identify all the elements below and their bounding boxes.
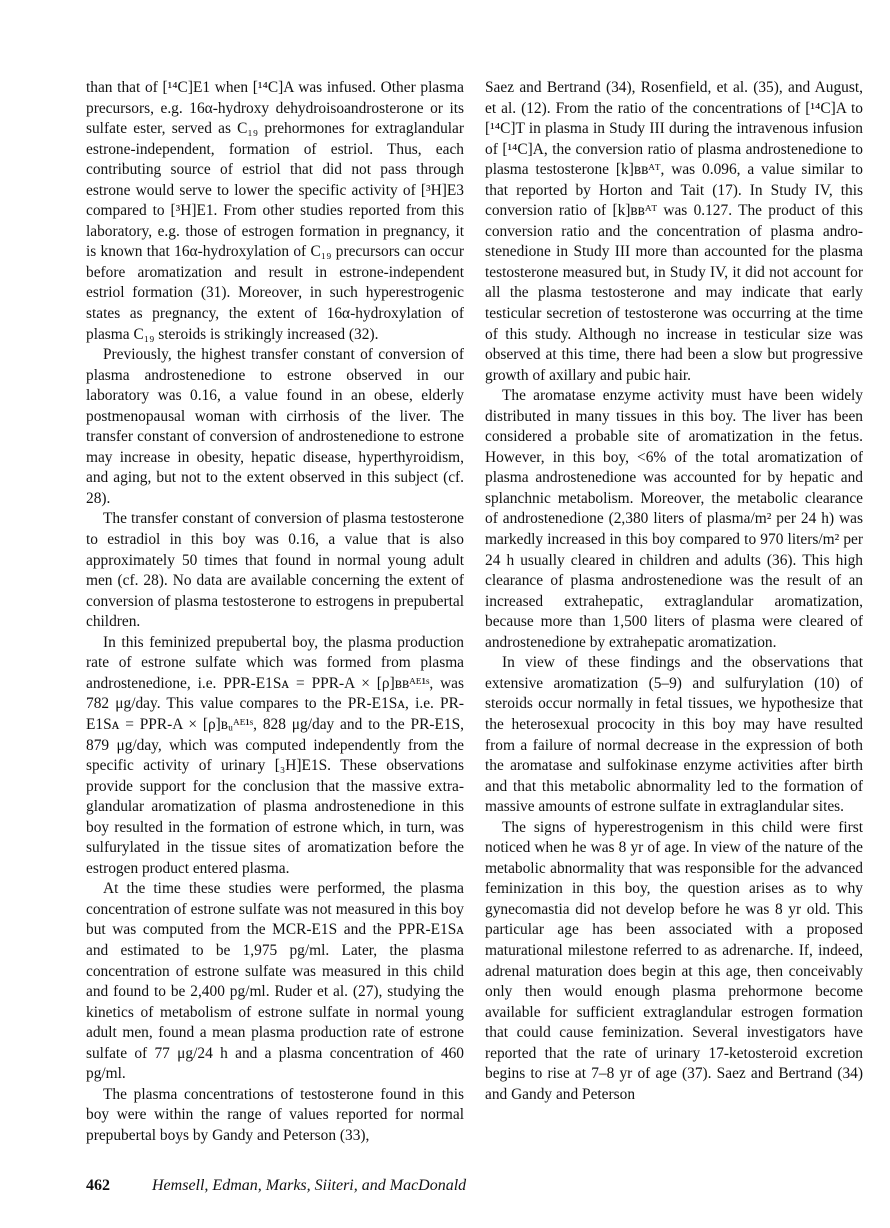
paragraph: In view of these findings and the observations that extensive aromatization (5–9) and sulfurylation (10) of steroids occur normally in fetal tissues, we hypothesize that the heterosexual prococity in this boy may have resulted from a failure of normal decrease in the expression of both the aromatase and sulfokinase enzyme activities after birth and that this metabolic abnormality led to the formation of massive amounts of estrone sulfate in extraglandular sites.: [485, 654, 863, 816]
page-footer: [86, 1177, 466, 1195]
paragraph: The aromatase enzyme activity must have been widely distributed in many tissues in this boy. The liver has been considered a probable site of aromatization in the fetus. However, in this boy, <6% of the total aromatization of plasma androstenedione was accounted for by hepatic and splanchnic metabolism. Moreover, the metabolic clearance of androstenedione (2,380 liters of plasma/m² per 24 h) was markedly increased in this boy compared to 970 liters/m² per 24 h usually cleared in children and adults (36). This high clearance of plasma androstenedione was the result of an increased extrahepatic, extraglandular aromatization, because more than 1,500 liters of plasma were cleared of androstenedione by extrahepatic aromatization.: [485, 387, 863, 651]
paragraph: In this feminized prepubertal boy, the plasma production rate of estrone sulfate which was formed from plasma androstenedione, i.e. PPR-E1Sᴀ = PPR-A × [ρ]ʙʙᴬᴱ¹ˢ, was 782 μg/day. This value compares to the PR-E1Sᴀ, i.e. PR-E1Sᴀ = PPR-A × [ρ]ʙᵤᴬᴱ¹ˢ, 828 μg/day and to the PR-E1S, 879 μg/day, which was computed independently from the specific activity of urinary [₃H]E1S. These observations provide support for the conclusion that the massive extraglandular aromatization of plasma androstenedione in this boy resulted in the formation of estrone which, in turn, was sulfurylated in the tissue sites of aromatization before the estrogen product entered plasma.: [86, 633, 464, 877]
right-column: [485, 78, 863, 1105]
running-authors: Hemsell, Edman, Marks, Siiteri, and MacDonald: [152, 1177, 467, 1194]
paragraph: At the time these studies were performed, the plasma concentration of estrone sulfate was not measured in this boy but was computed from the MCR-E1S and the PPR-E1Sᴀ and estimated to be 1,975 pg/ml. Later, the plasma concentration of estrone sulfate was measured in this child and found to be 2,400 pg/ml. Ruder et al. (27), studying the kinetics of metabolism of estrone sulfate in normal young adult men, found a mean plasma production rate of estrone sulfate of 77 μg/24 h and a plasma concentration of 460 pg/ml.: [86, 880, 464, 1083]
page-number: 462: [86, 1177, 110, 1194]
paragraph: The signs of hyperestrogenism in this child were first noticed when he was 8 yr of age. In view of the nature of the metabolic abnormality that was responsible for the advanced feminization in this boy, the question arises as to why gynecomastia did not develop before he was 8 yr old. This particular age has been associated with a proposed maturational milestone referred to as adrenarche. If, indeed, adrenal maturation does begin at this age, then conceivably only then would enough plasma prehormone become available for sufficient extraglandular estrogen formation that could cause feminization. Several investigators have reported that the rate of urinary 17-ketosteroid excretion begins to rise at 7–8 yr of age (37). Saez and Bertrand (34) and Gandy and Peterson: [485, 818, 863, 1103]
paragraph: than that of [¹⁴C]E1 when [¹⁴C]A was infused. Other plasma precursors, e.g. 16α-hydroxy dehydroisoandrosterone or its sulfate ester, served as C₁₉ prehormones for extraglandular estrone-independent, formation of estriol. Thus, each contributing source of estriol that did not pass through estrone would serve to lower the specific activity of [³H]E3 compared to [³H]E1. From other studies reported from this laboratory, e.g. those of estrogen formation in pregnancy, it is known that 16α-hydroxylation of C₁₉ precursors can occur before aromatization and result in estrone-independent estriol formation (31). Moreover, in such hyperestrogenic states as pregnancy, the extent of 16α-hydroxylation of plasma C₁₉ steroids is strikingly increased (32).: [86, 79, 464, 343]
left-column: [86, 78, 464, 1146]
paragraph: Saez and Bertrand (34), Rosenfield, et al. (35), and August, et al. (12). From the ratio of the concentrations of [¹⁴C]A to [¹⁴C]T in plasma in Study III during the intravenous infusion of [¹⁴C]A, the conversion ratio of plasma androstenedione to plasma testosterone [k]ʙʙᴬᵀ, was 0.096, a value similar to that reported by Horton and Tait (17). In Study IV, this conversion ratio of [k]ʙʙᴬᵀ was 0.127. The product of this conversion ratio and the concentration of plasma androstenedione in Study III more than accounted for the plasma testosterone measured but, in Study IV, it did not account for all the plasma testosterone and may indicate that early testicular secretion of testosterone was occurring at the time of this study. Although no increase in testicular size was observed at this time, there had been a slow but progressive growth of axillary and pubic hair.: [485, 79, 863, 384]
paragraph: Previously, the highest transfer constant of conversion of plasma androstenedione to estrone observed in our laboratory was 0.16, a value found in an obese, elderly postmenopausal woman with cirrhosis of the liver. The transfer constant of conversion of androstenedione to estrone may increase in obesity, hepatic disease, hyperthyroidism, and aging, but not to the extent observed in this subject (cf. 28).: [86, 346, 464, 507]
paragraph: The plasma concentrations of testosterone found in this boy were within the range of values reported for normal prepubertal boys by Gandy and Peterson (33),: [86, 1085, 464, 1144]
paragraph: The transfer constant of conversion of plasma testosterone to estradiol in this boy was 0.16, a value that is also approximately 50 times that found in normal young adult men (cf. 28). No data are available concerning the extent of conversion of plasma testosterone to estrogens in prepubertal children.: [86, 510, 464, 631]
